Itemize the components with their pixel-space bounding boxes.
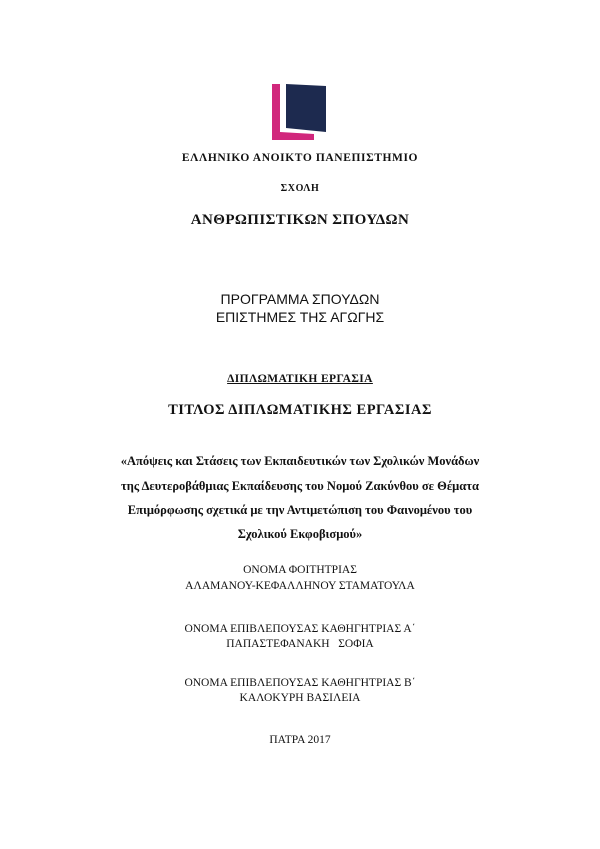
logo-navy-shape — [286, 84, 326, 132]
university-name: ΕΛΛΗΝΙΚΟ ΑΝΟΙΚΤΟ ΠΑΝΕΠΙΣΤΗΜΙΟ — [181, 152, 419, 164]
thesis-title-line-3: Επιμόρφωσης σχετικά με την Αντιμετώπιση του Φαινομένου του — [127, 503, 473, 517]
university-logo — [272, 82, 328, 140]
program-line-1: ΠΡΟΓΡΑΜΜΑ ΣΠΟΥΔΩΝ — [220, 291, 380, 307]
thesis-title-line-1: «Απόψεις και Στάσεις των Εκπαιδευτικών των Σχολικών Μονάδων — [120, 454, 480, 468]
supervisor-a-label: ΟΝΟΜΑ ΕΠΙΒΛΕΠΟΥΣΑΣ ΚΑΘΗΓΗΤΡΙΑΣ Α΄ — [184, 623, 416, 635]
school-name: ΑΝΘΡΩΠΙΣΤΙΚΩΝ ΣΠΟΥΔΩΝ — [190, 212, 410, 228]
thesis-title-line-2: της Δευτεροβάθμιας Εκπαίδευσης του Νομού Ζακύνθου σε Θέματα — [121, 479, 479, 493]
logo-white-notch — [280, 84, 286, 132]
supervisor-b-name: ΚΑΛΟΚΥΡΗ ΒΑΣΙΛΕΙΑ — [239, 692, 361, 704]
supervisor-a-name: ΠΑΠΑΣΤΕΦΑΝΑΚΗ ΣΟΦΙΑ — [226, 638, 374, 650]
thesis-title-label: ΤΙΤΛΟΣ ΔΙΠΛΩΜΑΤΙΚΗΣ ΕΡΓΑΣΙΑΣ — [168, 402, 432, 418]
school-label: ΣΧΟΛΗ — [280, 183, 320, 194]
place-year: ΠΑΤΡΑ 2017 — [269, 734, 331, 746]
student-label: ΟΝΟΜΑ ΦΟΙΤΗΤΡΙΑΣ — [243, 564, 357, 576]
student-name: ΑΛΑΜΑΝΟΥ-ΚΕΦΑΛΛΗΝΟΥ ΣΤΑΜΑΤΟΥΛΑ — [185, 580, 415, 592]
thesis-title-line-4: Σχολικού Εκφοβισμού» — [237, 527, 363, 541]
thesis-type-label: ΔΙΠΛΩΜΑΤΙΚΗ ΕΡΓΑΣΙΑ — [227, 373, 373, 385]
supervisor-b-label: ΟΝΟΜΑ ΕΠΙΒΛΕΠΟΥΣΑΣ ΚΑΘΗΓΗΤΡΙΑΣ Β΄ — [184, 677, 416, 689]
program-line-2: ΕΠΙΣΤΗΜΕΣ ΤΗΣ ΑΓΩΓΗΣ — [215, 309, 385, 325]
